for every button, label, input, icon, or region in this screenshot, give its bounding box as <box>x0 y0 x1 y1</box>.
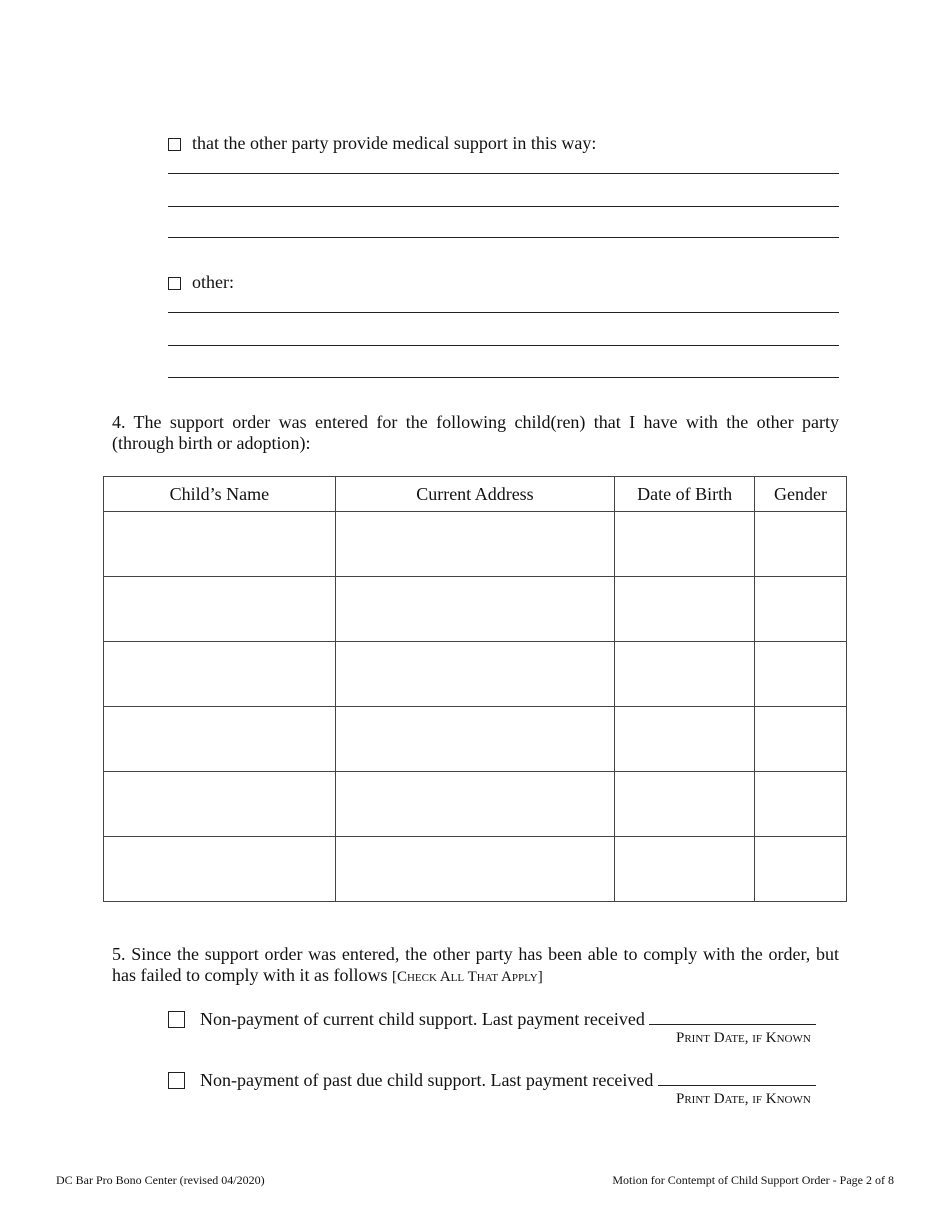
past-due-support-date-field[interactable] <box>658 1069 816 1086</box>
past-due-support-date-caption: Print Date, if Known <box>676 1091 811 1107</box>
past-due-support-label: Non-payment of past due child support. Last payment received <box>200 1070 654 1090</box>
table-row <box>104 837 847 902</box>
header-gender: Gender <box>755 477 847 512</box>
section-5-body: 5. Since the support order was entered, the other party has been able to comply with the order, but has failed to comply with it as follows <box>112 944 839 985</box>
child-dob-cell[interactable] <box>615 512 755 577</box>
table-row <box>104 577 847 642</box>
child-gender-cell[interactable] <box>755 707 847 772</box>
child-name-cell[interactable] <box>104 707 336 772</box>
footer-left: DC Bar Pro Bono Center (revised 04/2020) <box>56 1173 265 1187</box>
child-gender-cell[interactable] <box>755 642 847 707</box>
current-support-label: Non-payment of current child support. Last payment received <box>200 1009 645 1029</box>
other-line-3[interactable] <box>168 377 839 378</box>
child-gender-cell[interactable] <box>755 577 847 642</box>
child-gender-cell[interactable] <box>755 512 847 577</box>
medical-support-checkbox[interactable] <box>168 138 181 151</box>
other-line-2[interactable] <box>168 345 839 346</box>
child-dob-cell[interactable] <box>615 837 755 902</box>
children-table-header <box>104 477 847 512</box>
table-row <box>104 707 847 772</box>
current-support-date-field[interactable] <box>649 1008 816 1025</box>
child-name-cell[interactable] <box>104 577 336 642</box>
other-checkbox[interactable] <box>168 277 181 290</box>
child-dob-cell[interactable] <box>615 642 755 707</box>
child-dob-cell[interactable] <box>615 707 755 772</box>
child-address-cell[interactable] <box>335 512 615 577</box>
child-address-cell[interactable] <box>335 642 615 707</box>
section-4-text: 4. The support order was entered for the following child(ren) that I have with the other party (through birth or adoption): <box>112 412 839 453</box>
child-gender-cell[interactable] <box>755 837 847 902</box>
child-name-cell[interactable] <box>104 512 336 577</box>
child-address-cell[interactable] <box>335 772 615 837</box>
current-support-checkbox[interactable] <box>168 1011 185 1028</box>
medical-support-line-1[interactable] <box>168 173 839 174</box>
medical-support-label: that the other party provide medical support in this way: <box>192 133 597 153</box>
header-current-address: Current Address <box>335 477 615 512</box>
footer-right: Motion for Contempt of Child Support Order - Page 2 of 8 <box>612 1173 894 1187</box>
child-name-cell[interactable] <box>104 642 336 707</box>
section-5-instruction: [Check All That Apply] <box>391 969 543 985</box>
child-gender-cell[interactable] <box>755 772 847 837</box>
child-dob-cell[interactable] <box>615 577 755 642</box>
past-due-support-item <box>200 1069 816 1091</box>
header-childs-name: Child’s Name <box>104 477 336 512</box>
child-address-cell[interactable] <box>335 707 615 772</box>
medical-support-line-2[interactable] <box>168 206 839 207</box>
table-row <box>104 642 847 707</box>
medical-support-line-3[interactable] <box>168 237 839 238</box>
child-name-cell[interactable] <box>104 772 336 837</box>
current-support-date-caption: Print Date, if Known <box>676 1030 811 1046</box>
other-label: other: <box>192 272 234 292</box>
child-address-cell[interactable] <box>335 837 615 902</box>
table-row <box>104 772 847 837</box>
child-address-cell[interactable] <box>335 577 615 642</box>
header-date-of-birth: Date of Birth <box>615 477 755 512</box>
section-5-text <box>112 944 839 988</box>
children-table <box>103 476 847 902</box>
child-dob-cell[interactable] <box>615 772 755 837</box>
past-due-support-checkbox[interactable] <box>168 1072 185 1089</box>
other-line-1[interactable] <box>168 312 839 313</box>
table-row <box>104 512 847 577</box>
child-name-cell[interactable] <box>104 837 336 902</box>
current-support-item <box>200 1008 816 1030</box>
